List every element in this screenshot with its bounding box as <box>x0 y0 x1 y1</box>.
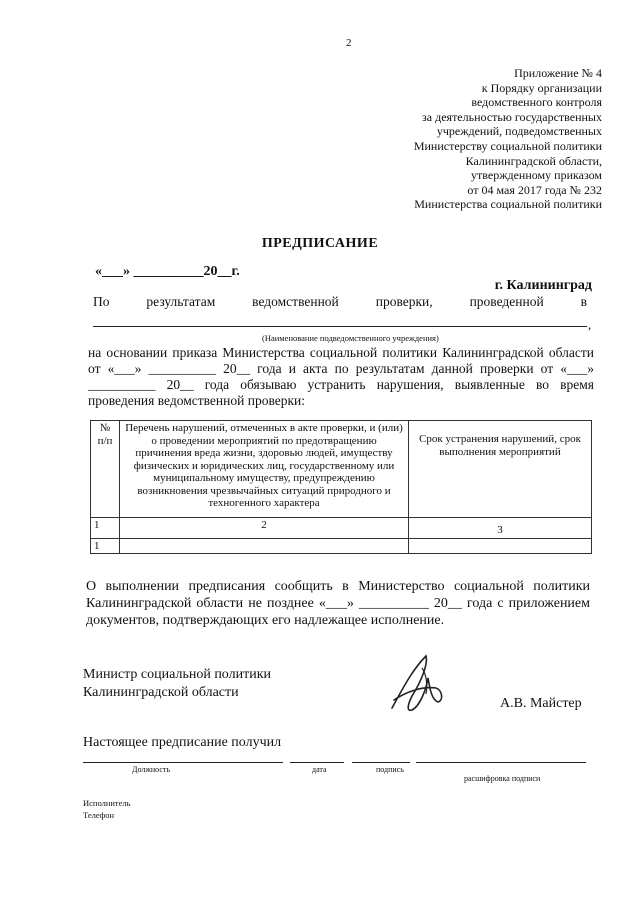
city: г. Калининград <box>494 278 592 293</box>
appendix-line: за деятельностью государственных <box>422 109 602 124</box>
report-paragraph: О выполнении предписания сообщить в Министерство социальной политики Калининградской области не позднее «___» __________ 20__ года с приложением документов, подтверждающих его надлежащее исполнение. <box>86 579 590 628</box>
appendix-line: учреждений, подведомственных <box>436 124 602 139</box>
phone-label: Телефон <box>83 810 115 820</box>
appendix-line: ведомственного контроля <box>471 95 602 110</box>
position-fill-line <box>83 762 283 763</box>
table-cell: 1 <box>91 538 120 554</box>
table-cell <box>409 538 592 554</box>
signatory-position <box>83 666 271 702</box>
header-deadline: Срок устранения нарушений, срок выполнения мероприятий <box>409 421 592 518</box>
table-row <box>91 538 592 554</box>
document-title: ПРЕДПИСАНИЕ <box>261 236 379 251</box>
position-line: Министр социальной политики <box>83 667 272 682</box>
date-line: «___» __________20__г. <box>95 264 240 279</box>
caption-signature: подпись <box>376 765 404 774</box>
header-number: № п/п <box>91 421 120 518</box>
number-cell: 1 <box>91 518 120 539</box>
table-header-row <box>91 421 592 518</box>
number-cell: 3 <box>409 518 592 539</box>
comma: , <box>588 317 592 332</box>
decoding-fill-line <box>416 762 586 763</box>
position-line: Калининградской области <box>83 685 239 700</box>
executor-label: Исполнитель <box>83 798 131 808</box>
appendix-line: Министерства социальной политики <box>414 197 602 212</box>
appendix-line: утвержденному приказом <box>471 168 602 183</box>
violations-table <box>90 420 592 554</box>
signatory-name: А.В. Майстер <box>500 696 582 711</box>
appendix-header <box>414 66 602 212</box>
number-cell: 2 <box>120 518 409 539</box>
date-fill-line <box>290 762 344 763</box>
institution-caption: (Наименование подведомственного учреждения) <box>262 333 439 343</box>
appendix-line: к Порядку организации <box>481 80 602 95</box>
appendix-line: от 04 мая 2017 года № 232 <box>467 182 602 197</box>
main-paragraph: на основании приказа Министерства социальной политики Калининградской области от «___» __________ 20__ года и акта по результатам данной проверки от «___» __________ 20__ года обязываю устранить нарушения, выявленные во время проведения ведомственной проверки: <box>88 345 594 408</box>
signature-fill-line <box>352 762 410 763</box>
intro-line: По результатам ведомственной проверки, проведенной в <box>93 294 587 309</box>
footer <box>83 797 131 821</box>
caption-position: Должность <box>132 765 171 774</box>
caption-decoding: расшифровка подписи <box>464 774 541 783</box>
signature-image <box>382 650 454 722</box>
appendix-line: Калининградской области, <box>465 153 602 168</box>
table-cell <box>120 538 409 554</box>
page-number: 2 <box>346 37 352 49</box>
appendix-line: Приложение № 4 <box>514 66 602 80</box>
institution-fill-line <box>93 326 587 327</box>
appendix-line: Министерству социальной политики <box>413 138 602 153</box>
received-label: Настоящее предписание получил <box>83 735 282 750</box>
table-number-row <box>91 518 592 539</box>
header-violations: Перечень нарушений, отмеченных в акте проверки, и (или) о проведении мероприятий по предотвращению причинения вреда жизни, здоровью людей, имуществу физических и юридических лиц, государственному или муниципальному имуществу, предупреждению возникновения чрезвычайных ситуаций природного и техногенного характера <box>120 421 409 518</box>
caption-date: дата <box>312 765 327 774</box>
